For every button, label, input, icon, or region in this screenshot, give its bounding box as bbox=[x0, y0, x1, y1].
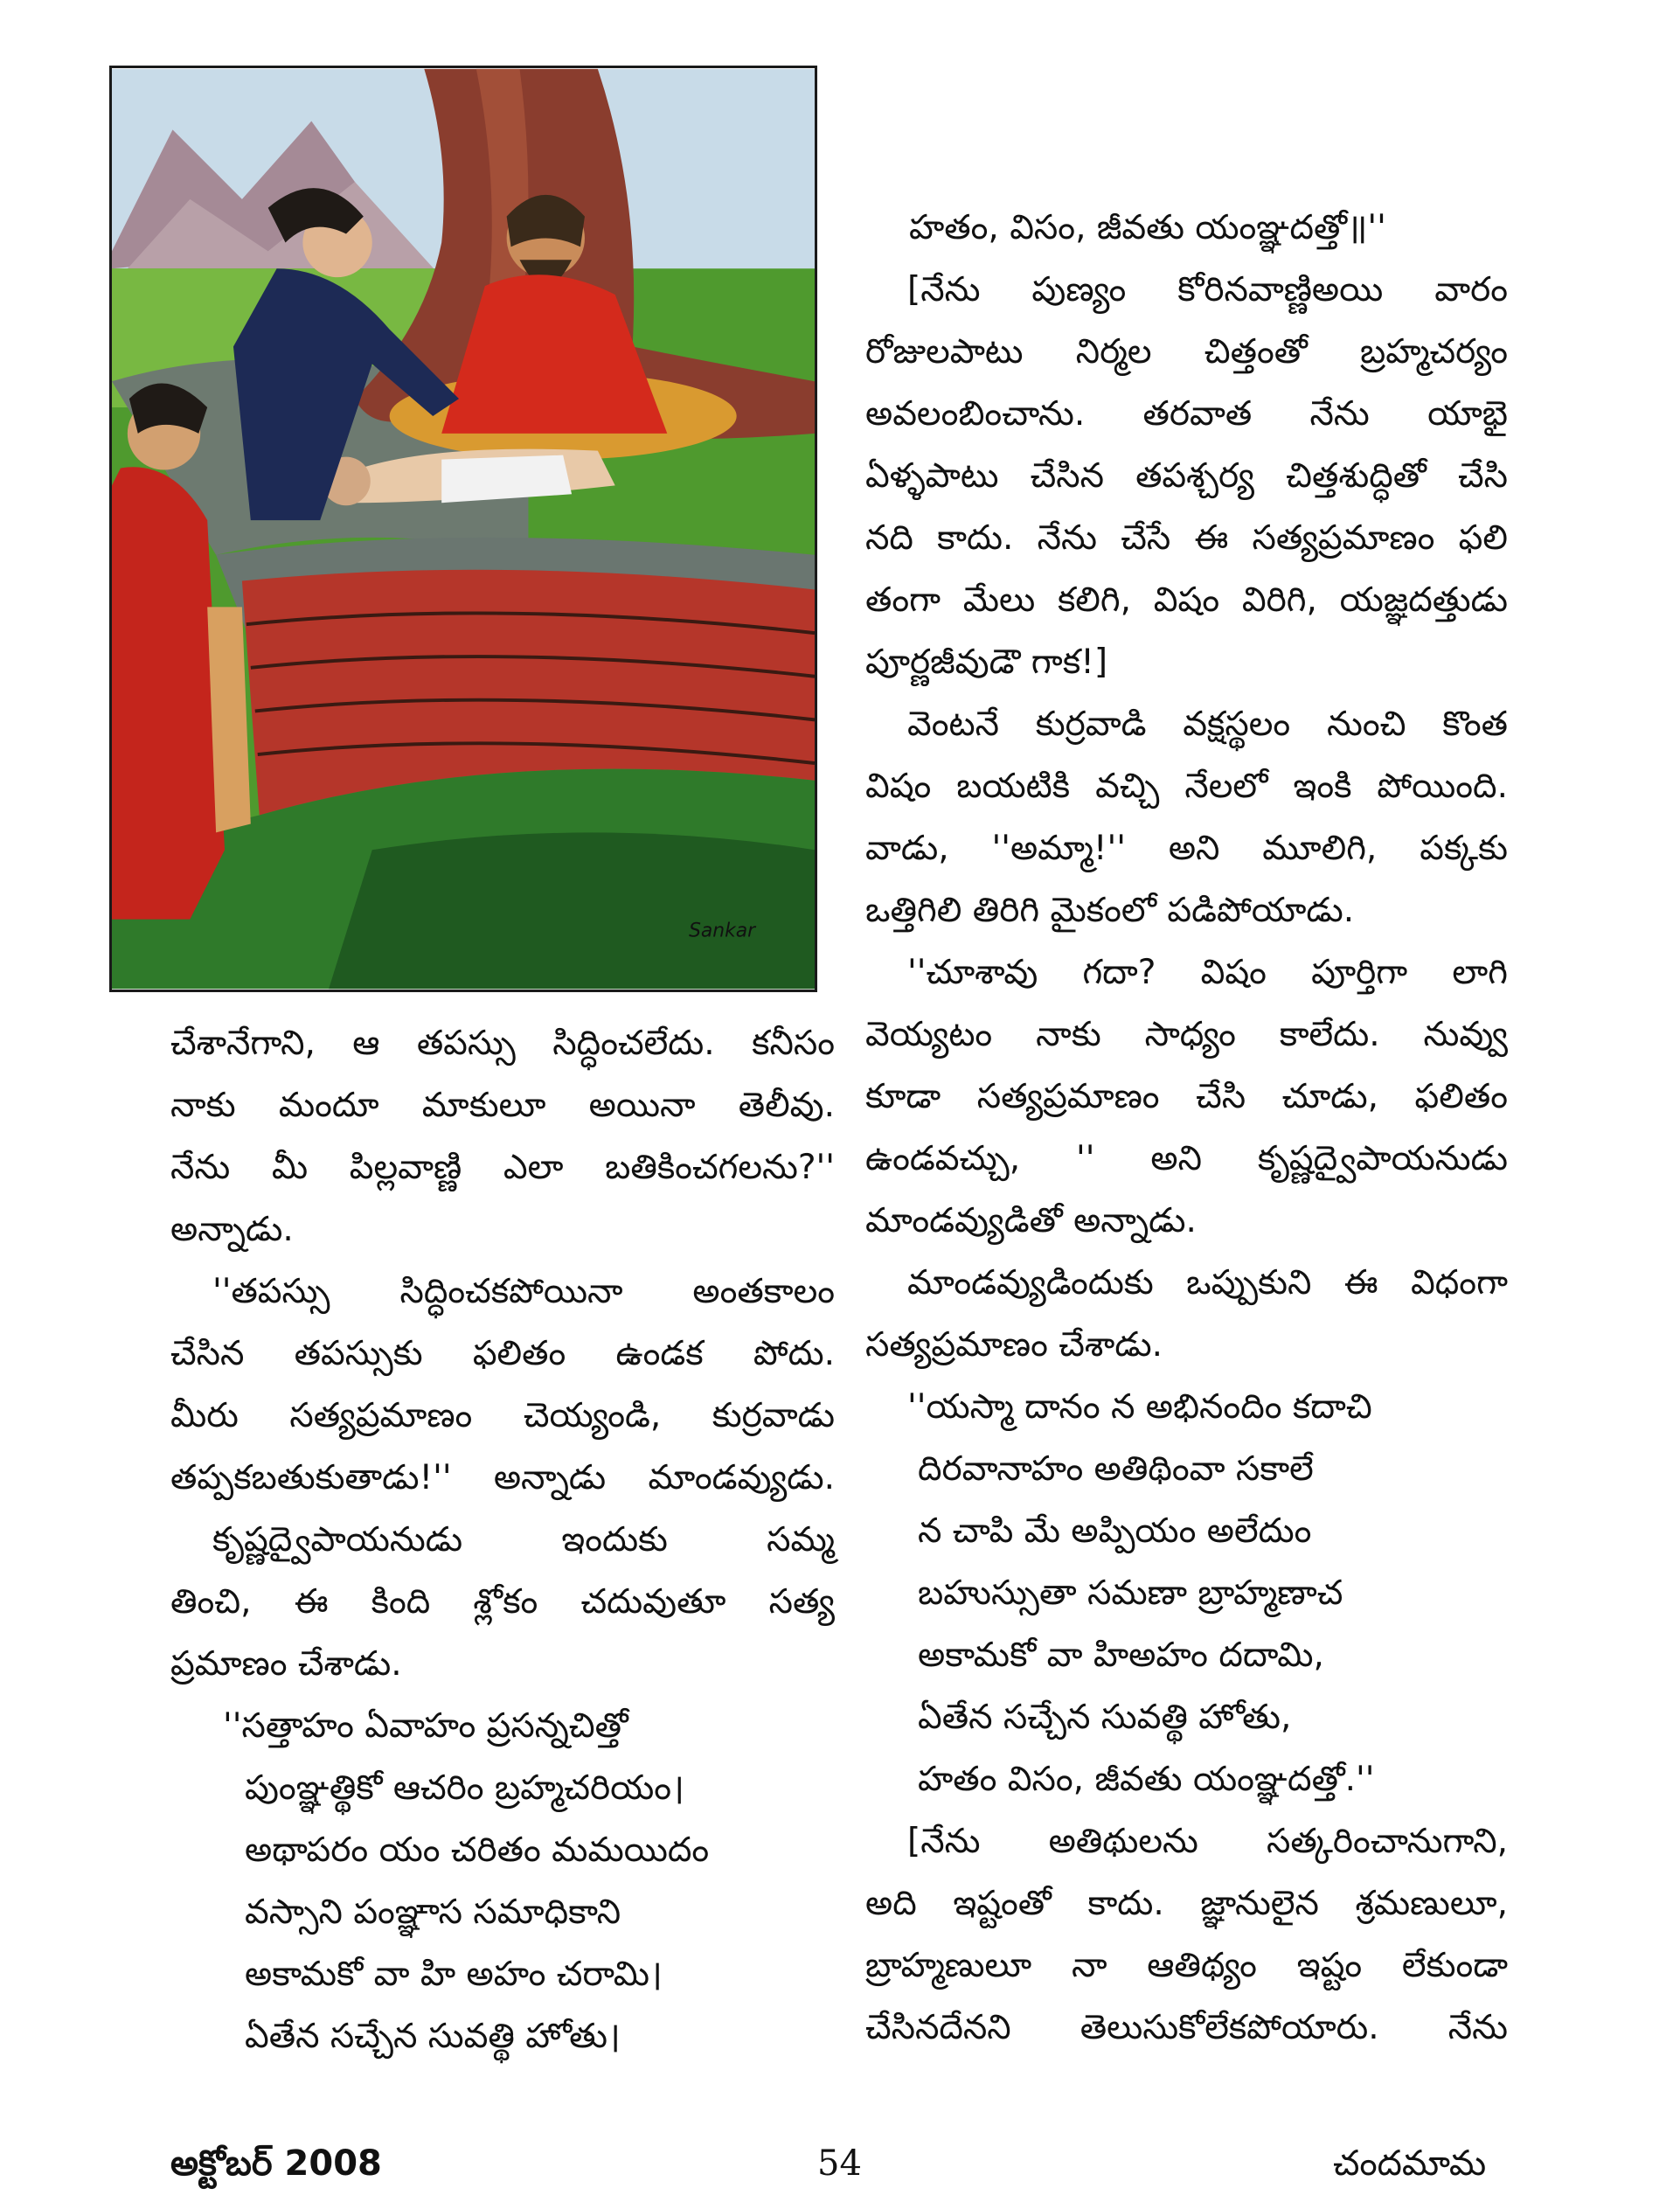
text-line: తించి, ఈ కింది శ్లోకం చదువుతూ సత్య bbox=[170, 1582, 835, 1622]
text-line: మాండవ్యుడితో అన్నాడు. bbox=[865, 1201, 1197, 1240]
text-line: అవలంబించాను. తరవాత నేను యాభై bbox=[865, 394, 1508, 434]
text-line: [నేను పుణ్యం కోరినవాణ్ణిఅయి వారం bbox=[907, 270, 1508, 309]
text-line: ఒత్తిగిలి తిరిగి మైకంలో పడిపోయాడు. bbox=[865, 891, 1355, 930]
text-line: వాడు, ''అమ్మా!'' అని మూలిగి, పక్కకు bbox=[865, 829, 1508, 868]
text-line: వెయ్యటం నాకు సాధ్యం కాలేదు. నువ్వు bbox=[865, 1015, 1508, 1054]
text-line: ''తపస్సు సిద్ధించకపోయినా అంతకాలం bbox=[212, 1272, 835, 1311]
text-line: కూడా సత్యప్రమాణం చేసి చూడు, ఫలితం bbox=[865, 1077, 1508, 1116]
verse-line: అథాపరం యం చరితం మమయిదం bbox=[245, 1830, 710, 1870]
left-column bbox=[170, 1012, 835, 2067]
verse-line: ''యస్మా దానం న అభినందిం కదాచి bbox=[907, 1387, 1372, 1427]
story-illustration bbox=[109, 66, 817, 992]
verse-block bbox=[170, 1695, 835, 2067]
text-line: మాండవ్యుడిందుకు ఒప్పుకుని ఈ విధంగా bbox=[907, 1263, 1508, 1302]
paragraph bbox=[170, 1261, 835, 1509]
text-line: విషం బయటికి వచ్చి నేలలో ఇంకి పోయింది. bbox=[865, 767, 1508, 806]
artist-signature: Sankar bbox=[689, 920, 756, 942]
text-line: వెంటనే కుర్రవాడి వక్షస్థలం నుంచి కొంత bbox=[907, 705, 1508, 744]
text-line: ప్రమాణం చేశాడు. bbox=[170, 1644, 402, 1684]
verse-line: అకామకో వా హి అహం చరామి। bbox=[245, 1955, 663, 1994]
footer-issue-date: అక్టోబర్ 2008 bbox=[170, 2143, 382, 2184]
text-line: అది ఇష్టంతో కాదు. జ్ఞానులైన శ్రమణులూ, bbox=[865, 1884, 1508, 1923]
paragraph bbox=[865, 259, 1508, 693]
text-line: పూర్ణజీవుడౌ గాక!] bbox=[865, 643, 1108, 682]
verse-line: హతం విసం, జీవతు యంఞ్ఞదత్తో.'' bbox=[918, 1760, 1375, 1799]
verse-line: వస్సాని పంఞ్ఞాస సమాధికాని bbox=[245, 1893, 621, 1932]
verse-line: దిరవానాహం అతిథింవా సకాలే bbox=[918, 1449, 1314, 1489]
text-line: ''చూశావు గదా? విషం పూర్తిగా లాగి bbox=[907, 953, 1508, 992]
text-line: కృష్ణద్వైపాయనుడు ఇందుకు సమ్మ bbox=[212, 1520, 835, 1559]
text-line: రోజులపాటు నిర్మల చిత్తంతో బ్రహ్మచర్యం bbox=[865, 332, 1508, 372]
paragraph bbox=[170, 1012, 835, 1261]
verse-line: ఏతేన సచ్చేన సువత్థి హోతు। bbox=[245, 2017, 621, 2056]
magazine-name: చందమామ bbox=[1333, 2143, 1487, 2184]
text-line: [నేను అతిథులను సత్కరించానుగాని, bbox=[907, 1822, 1508, 1861]
verse-block bbox=[865, 197, 1508, 259]
paragraph bbox=[865, 693, 1508, 941]
verse-line: ఏతేన సచ్చేన సువత్థి హోతు, bbox=[918, 1698, 1292, 1737]
verse-block bbox=[865, 1376, 1508, 1810]
paragraph bbox=[865, 1252, 1508, 1376]
paragraph bbox=[865, 941, 1508, 1252]
text-line: మీరు సత్యప్రమాణం చెయ్యండి, కుర్రవాడు bbox=[170, 1396, 835, 1435]
text-line: తప్పకబతుకుతాడు!'' అన్నాడు మాండవ్యుడు. bbox=[170, 1458, 835, 1497]
text-line: తంగా మేలు కలిగి, విషం విరిగి, యజ్ఞదత్తుడు bbox=[865, 580, 1508, 620]
text-line: ఉండవచ్చు, '' అని కృష్ణద్వైపాయనుడు bbox=[865, 1139, 1508, 1178]
paragraph bbox=[865, 1810, 1508, 2059]
text-line: చేశానేగాని, ఆ తపస్సు సిద్ధించలేదు. కనీసం bbox=[170, 1024, 835, 1063]
text-line: చేసినదేనని తెలుసుకోలేకపోయారు. నేను bbox=[865, 2008, 1508, 2047]
illustration-art bbox=[112, 68, 815, 990]
text-line: ఏళ్ళపాటు చేసిన తపశ్చర్య చిత్తశుద్ధితో చేసి bbox=[865, 456, 1508, 496]
verse-line: న చాపి మే అప్పియం అలేదుం bbox=[918, 1511, 1312, 1551]
text-line: అన్నాడు. bbox=[170, 1210, 294, 1249]
verse-line: అకామకో వా హిఅహం దదామి, bbox=[918, 1636, 1324, 1675]
text-line: నాకు మందూ మాకులూ అయినా తెలీవు. bbox=[170, 1086, 835, 1125]
text-line: చేసిన తపస్సుకు ఫలితం ఉండక పోదు. bbox=[170, 1334, 835, 1373]
text-line: నది కాదు. నేను చేసే ఈ సత్యప్రమాణం ఫలి bbox=[865, 518, 1508, 558]
verse-line: ''సత్తాహం ఏవాహం ప్రసన్నచిత్తో bbox=[223, 1706, 628, 1746]
text-line: బ్రాహ్మణులూ నా ఆతిథ్యం ఇష్టం లేకుండా bbox=[865, 1946, 1508, 1985]
verse-line: బహుస్సుతా సమణా బ్రాహ్మణాచ bbox=[918, 1573, 1343, 1613]
text-line: నేను మీ పిల్లవాణ్ణి ఎలా బతికించగలను?'' bbox=[170, 1148, 835, 1187]
text-line: సత్యప్రమాణం చేశాడు. bbox=[865, 1325, 1163, 1365]
verse-line: పుంఞ్ఞత్థికో ఆచరిం బ్రహ్మచరియం। bbox=[245, 1768, 684, 1808]
paragraph bbox=[170, 1509, 835, 1695]
verse-line: హతం, విసం, జీవతు యంఞ్ఞదత్తో॥'' bbox=[909, 208, 1386, 247]
page-number: 54 bbox=[817, 2143, 862, 2184]
right-column bbox=[865, 197, 1508, 2059]
